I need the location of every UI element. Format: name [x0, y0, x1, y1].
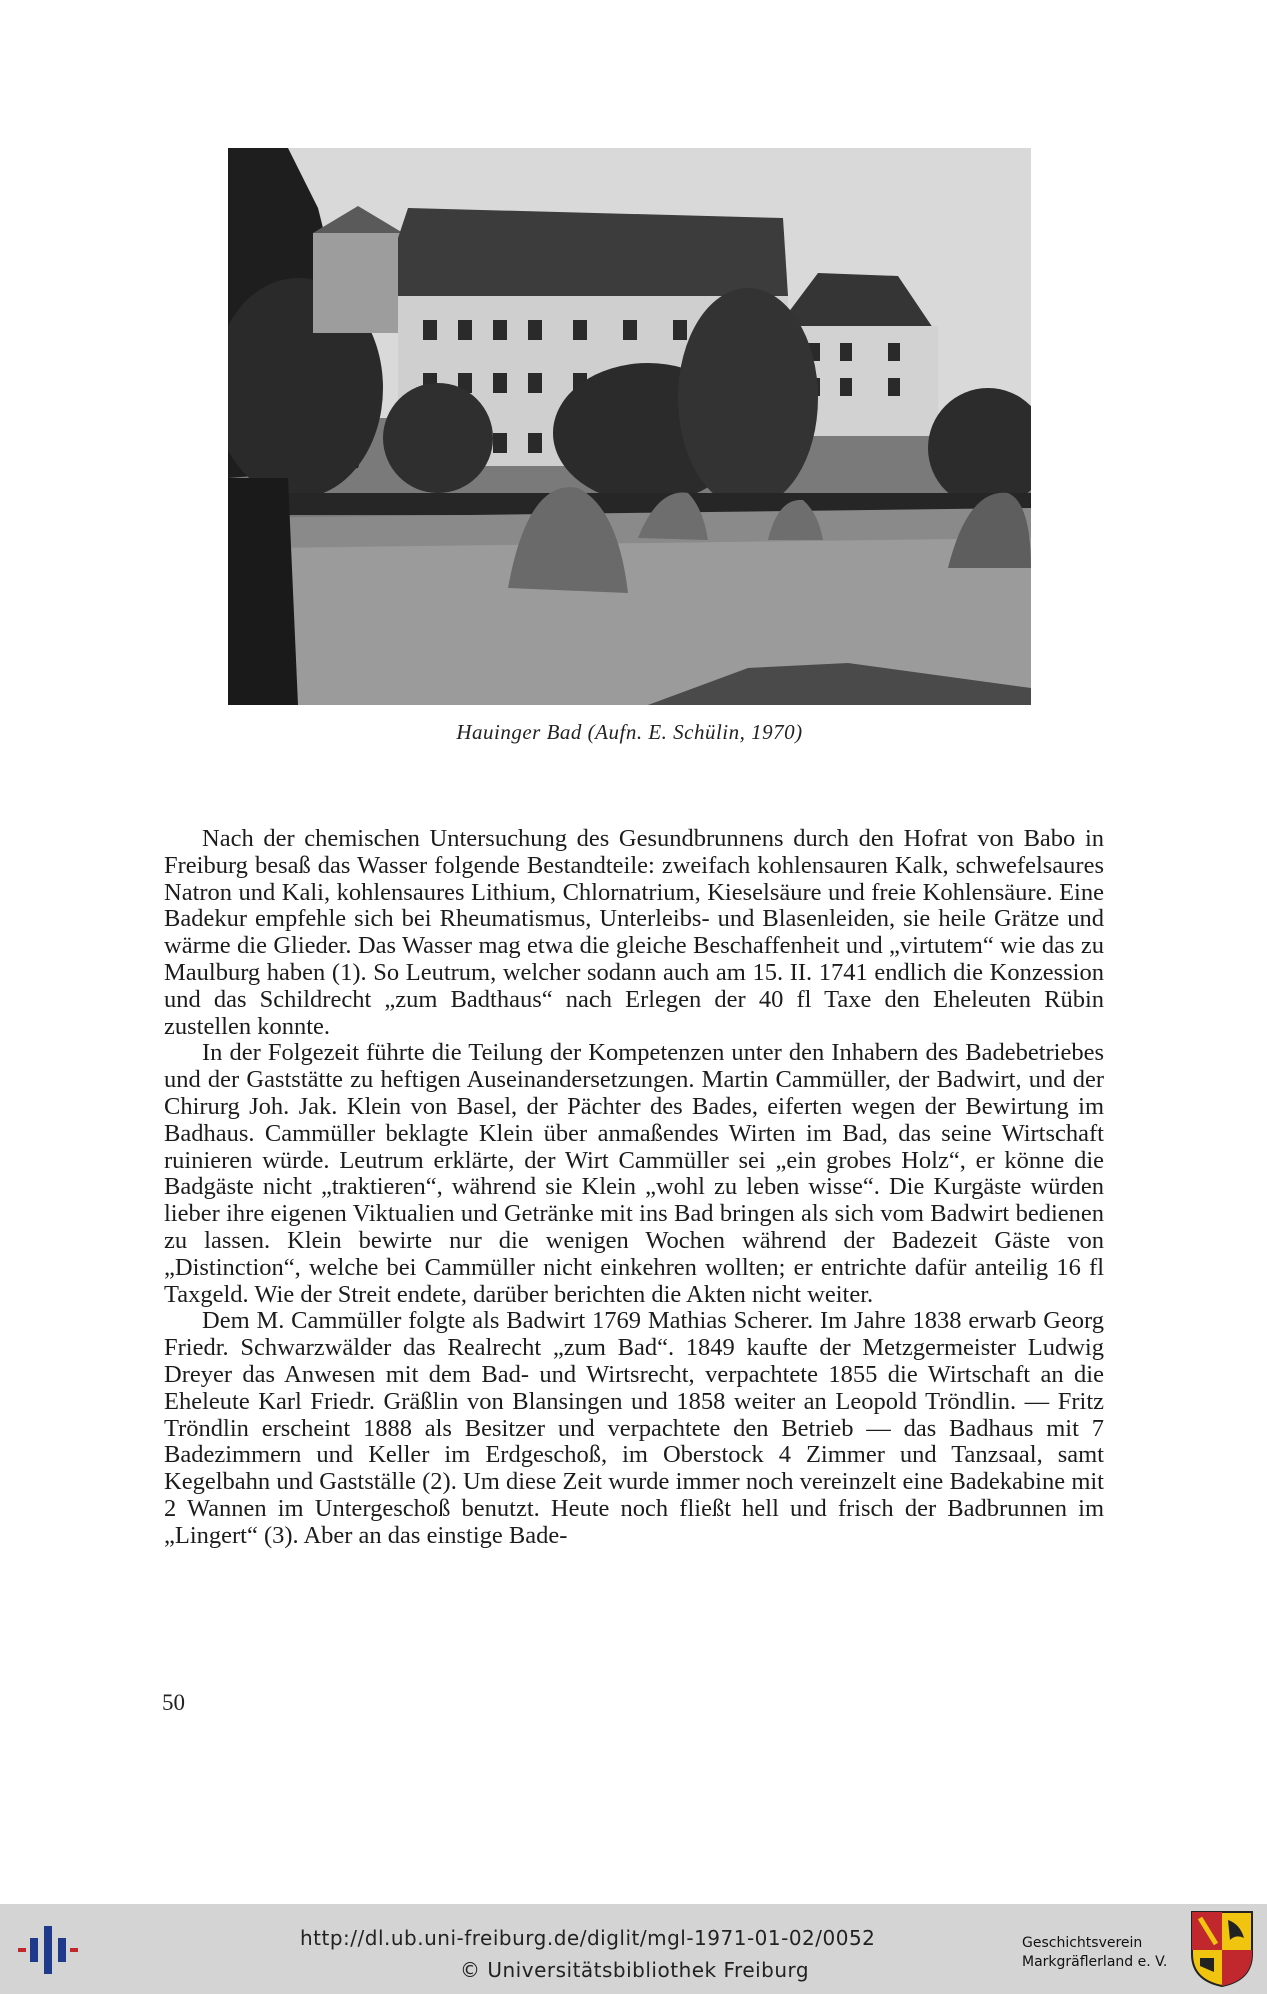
- photo-hauinger-bad: [228, 148, 1031, 705]
- document-url[interactable]: http://dl.ub.uni-freiburg.de/diglit/mgl-1971-01-02/0052: [300, 1926, 876, 1950]
- photo-illustration: [228, 148, 1031, 705]
- page-number: 50: [162, 1690, 185, 1715]
- society-name-line2: Markgräflerland e. V.: [1022, 1954, 1168, 1970]
- body-text: [164, 826, 1104, 1550]
- paragraph: Nach der chemischen Untersuchung des Gesundbrunnens durch den Hofrat von Babo in Freiburg besaß das Wasser folgende Bestandteile: zweifach kohlensauren Kalk, schwefelsaures Natron und Kali, kohlensaures Lithium, Chlornatrium, Kieselsäure und freie Kohlensäure. Eine Badekur empfehle sich bei Rheumatismus, Unterleibs- und Blasenleiden, sie heile Grätze und wärme die Glieder. Das Wasser mag etwa die gleiche Beschaffenheit und „virtutem“ wie das zu Maulburg haben (1). So Leutrum, welcher sodann auch am 15. II. 1741 endlich die Konzession und das Schildrecht „zum Badthaus“ nach Erlegen der 40 fl Taxe den Eheleuten Rübin zustellen konnte.: [164, 825, 1104, 1040]
- paragraph: Dem M. Cammüller folgte als Badwirt 1769 Mathias Scherer. Im Jahre 1838 erwarb Georg Friedr. Schwarzwälder das Realrecht „zum Bad“. 1849 kaufte der Metzgermeister Ludwig Dreyer das Anwesen mit dem Bad- und Wirtsrecht, verpachtete 1855 die Wirtschaft an die Eheleute Karl Friedr. Gräßlin von Blansingen und 1858 weiter an Leopold Tröndlin. — Fritz Tröndlin erscheint 1888 als Besitzer und verpachtete den Betrieb — das Badhaus mit 7 Badezimmern und Keller im Erdgeschoß, im Oberstock 4 Zimmer und Tanzsaal, samt Kegelbahn und Gastställe (2). Um diese Zeit wurde immer noch vereinzelt eine Badekabine mit 2 Wannen im Untergeschoß benutzt. Heute noch fließt hell und frisch der Badbrunnen im „Lingert“ (3). Aber an das einstige Bade-: [164, 1307, 1104, 1549]
- coat-of-arms-icon: [1190, 1910, 1254, 1988]
- photo-caption: Hauinger Bad (Aufn. E. Schülin, 1970): [456, 720, 803, 744]
- society-name: [1022, 1934, 1167, 1972]
- society-name-line1: Geschichtsverein: [1022, 1935, 1143, 1951]
- ub-freiburg-logo-icon: [18, 1924, 78, 1976]
- footer-bar: [0, 1904, 1267, 1994]
- paragraph: In der Folgezeit führte die Teilung der Kompetenzen unter den Inhabern des Badebetriebes und der Gaststätte zu heftigen Auseinandersetzungen. Martin Cammüller, der Badwirt, und der Chirurg Joh. Jak. Klein von Basel, der Pächter des Bades, eiferten wegen der Bewirtung im Badhaus. Cammüller beklagte Klein über anmaßendes Wirten im Bad, das seine Wirtschaft ruinieren würde. Leutrum erklärte, der Wirt Cammüller sei „ein grobes Holz“, er könne die Badgäste nicht „traktieren“, während sie Klein „wohl zu leben wisse“. Die Kurgäste würden lieber ihre eigenen Viktualien und Getränke mit ins Bad bringen als sich vom Badwirt bedienen zu lassen. Klein bewirte nur die wenigen Wochen während der Badezeit Gäste von „Distinction“, welche bei Cammüller nicht einkehren wollten; er entrichte dafür anteilig 16 fl Taxgeld. Wie der Streit endete, darüber berichten die Akten nicht weiter.: [164, 1039, 1104, 1308]
- copyright-text: © Universitätsbibliothek Freiburg: [460, 1958, 810, 1982]
